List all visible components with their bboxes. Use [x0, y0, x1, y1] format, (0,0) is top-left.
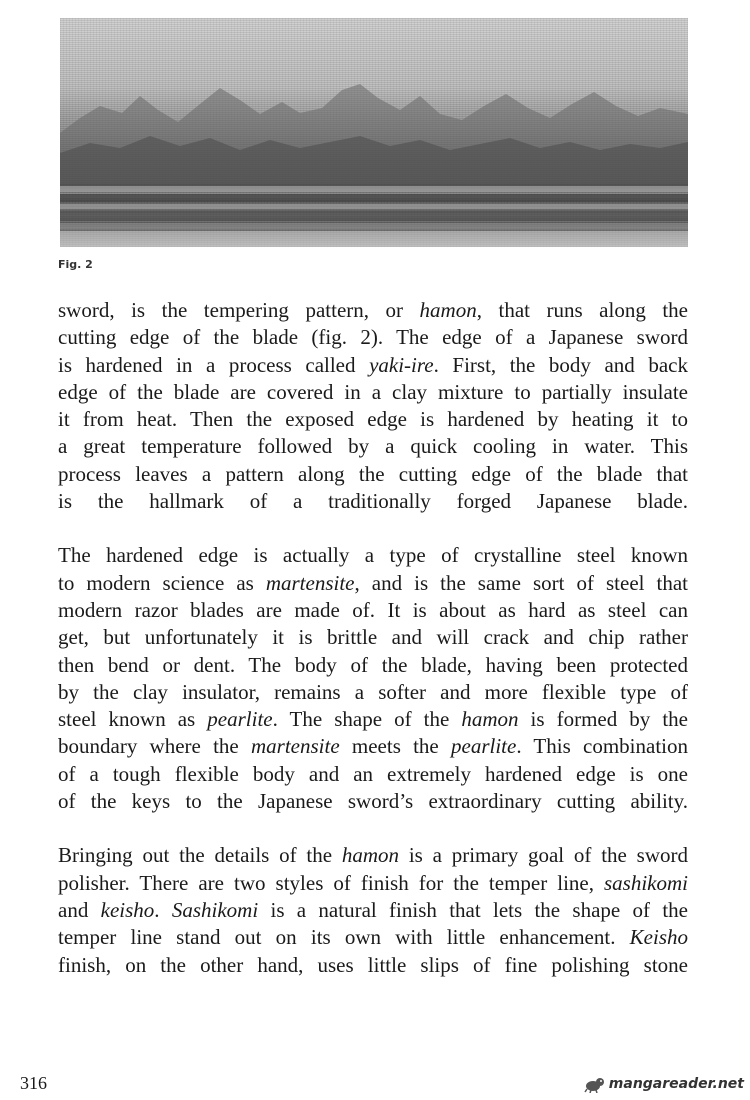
figure-caption: Fig. 2	[58, 258, 93, 271]
watermark	[584, 1075, 744, 1093]
text-line	[58, 406, 688, 433]
text-run: , that runs along the	[476, 298, 689, 322]
text-line	[58, 324, 688, 351]
text-line	[58, 788, 688, 815]
page-number: 316	[20, 1073, 47, 1093]
text-line	[58, 952, 688, 979]
text-run: process leaves a pattern along the cutting edge of the blade that	[58, 461, 688, 486]
text-run: . This combination	[516, 734, 688, 759]
text-line	[58, 897, 688, 924]
text-run: is formed by the	[518, 707, 688, 732]
text-line	[58, 542, 688, 569]
italic-term: keisho	[100, 897, 155, 922]
text-run: finish, on the other hand, uses little slips of fine polishing stone	[58, 952, 688, 977]
italic-term: sashikomi	[604, 870, 688, 895]
text-line	[58, 652, 688, 679]
text-run: is hardened in a process called	[58, 352, 370, 377]
italic-term: hamon	[341, 843, 400, 868]
text-run: is a primary goal of the sword	[399, 843, 688, 868]
text-run: . The shape of the	[272, 707, 462, 732]
text-run: a great temperature followed by a quick cooling in water. This	[58, 434, 688, 459]
italic-term: Keisho	[629, 925, 688, 950]
text-run: boundary where the	[58, 734, 251, 759]
body-text	[58, 297, 688, 1006]
paragraph-1	[58, 297, 688, 515]
watermark-text: mangareader.net	[608, 1076, 744, 1092]
text-line	[58, 597, 688, 624]
text-line	[58, 297, 688, 324]
italic-term: hamon	[461, 707, 519, 732]
text-line	[58, 761, 688, 788]
text-run: steel known as	[58, 707, 208, 732]
paragraph-3	[58, 842, 688, 978]
text-line	[58, 352, 688, 379]
text-line	[58, 433, 688, 460]
text-run: modern razor blades are made of. It is about as hard as steel can	[58, 597, 688, 622]
text-run: by the clay insulator, remains a softer and more flexible type of	[58, 679, 688, 704]
text-line	[58, 624, 688, 651]
text-line	[58, 679, 688, 706]
italic-term: Sashikomi	[171, 897, 259, 922]
text-run: edge of the blade are covered in a clay mixture to partially insulate	[58, 379, 688, 404]
text-line	[58, 842, 688, 869]
text-run: then bend or dent. The body of the blade, having been protected	[58, 652, 688, 677]
text-line	[58, 870, 688, 897]
blade-photo	[60, 18, 688, 247]
text-run: of the keys to the Japanese sword’s extraordinary cutting ability.	[58, 789, 688, 814]
text-line	[58, 379, 688, 406]
text-run: . First, the body and back	[433, 352, 688, 377]
italic-term: martensite	[265, 570, 355, 595]
text-line	[58, 488, 688, 515]
text-run: it from heat. Then the exposed edge is hardened by heating it to	[58, 407, 688, 432]
paragraph-2	[58, 542, 688, 815]
text-run: get, but unfortunately it is brittle and will crack and chip rather	[58, 625, 688, 650]
text-run: sword, is the tempering pattern, or	[58, 298, 420, 322]
text-run: Bringing out the details of the	[58, 843, 342, 868]
text-run: of a tough flexible body and an extremely hardened edge is one	[58, 761, 688, 786]
text-run: polisher. There are two styles of finish for the temper line,	[58, 870, 604, 895]
blade-photo-illustration	[60, 18, 688, 247]
text-run: is a natural finish that lets the shape of the	[258, 897, 688, 922]
text-line	[58, 706, 688, 733]
text-run: The hardened edge is actually a type of crystalline steel known	[58, 543, 688, 568]
text-run: , and is the same sort of steel that	[354, 570, 688, 595]
italic-term: pearlite	[207, 707, 273, 732]
italic-term: hamon	[419, 298, 477, 322]
text-run: temper line stand out on its own with little enhancement.	[58, 925, 630, 950]
italic-term: pearlite	[451, 734, 517, 759]
italic-term: martensite	[250, 734, 340, 759]
mascot-icon	[584, 1075, 606, 1093]
text-run: meets the	[339, 734, 451, 759]
text-run: to modern science as	[58, 570, 266, 595]
italic-term: yaki-ire	[369, 352, 434, 377]
text-run: and	[58, 897, 101, 922]
text-run: cutting edge of the blade (fig. 2). The edge of a Japanese sword	[58, 325, 688, 350]
text-run: .	[154, 897, 172, 922]
text-line	[58, 733, 688, 760]
text-line	[58, 570, 688, 597]
text-line	[58, 461, 688, 488]
text-run: is the hallmark of a traditionally forged Japanese blade.	[58, 489, 688, 514]
text-line	[58, 924, 688, 951]
